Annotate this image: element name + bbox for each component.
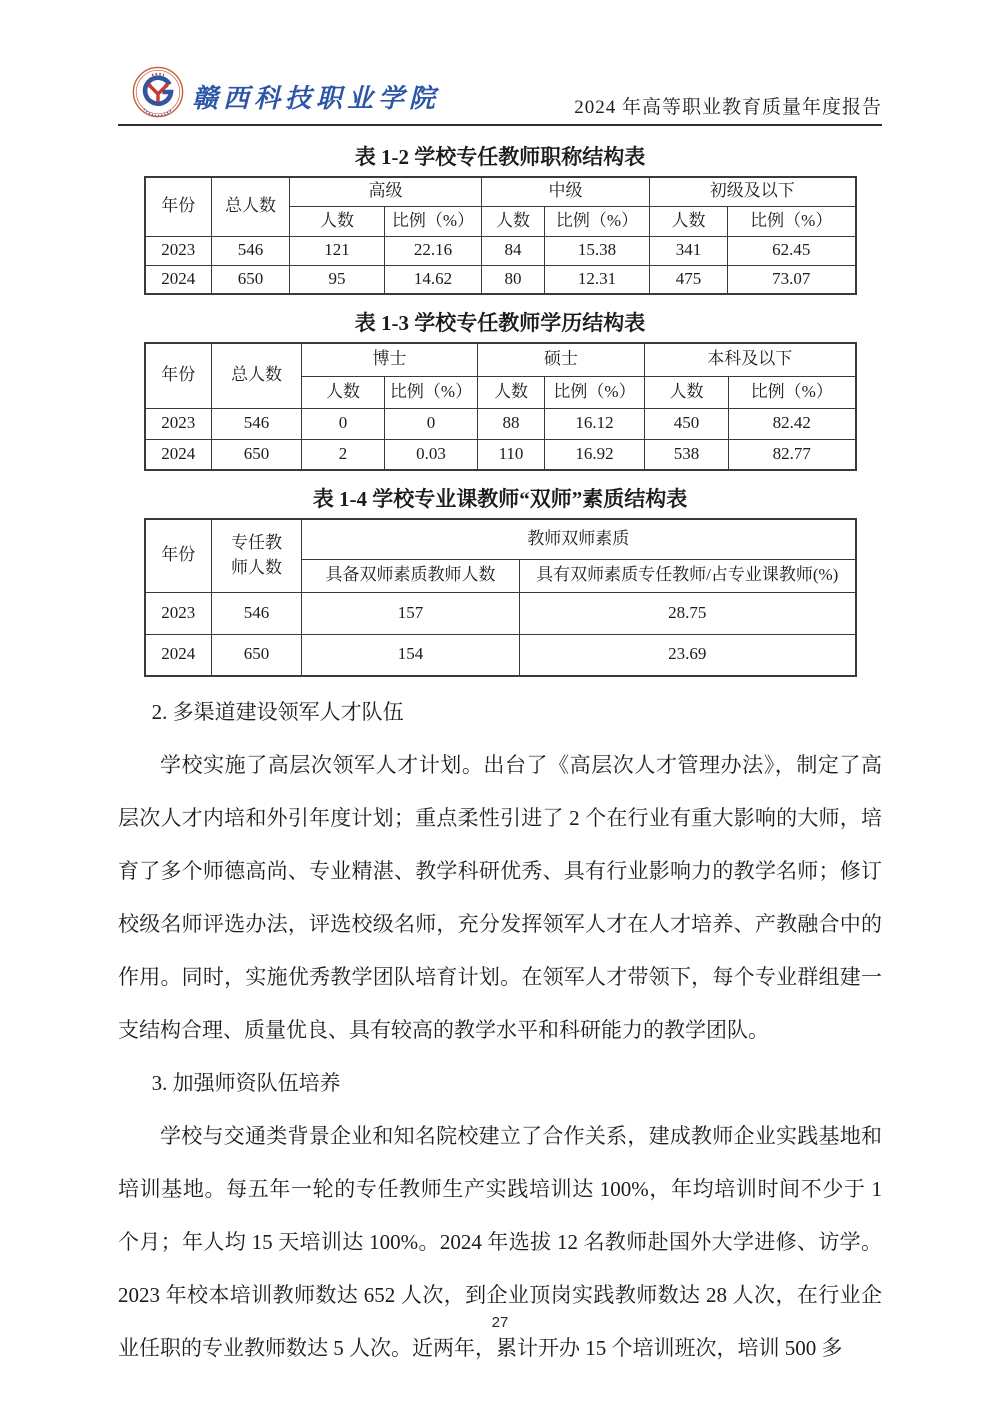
table-teacher-degree-structure xyxy=(144,342,857,471)
table-row xyxy=(145,519,856,559)
header-cell: 比例（%） xyxy=(545,206,650,236)
table-cell: 2023 xyxy=(145,236,212,265)
table12-title: 表 1-2 学校专任教师职称结构表 xyxy=(354,145,646,169)
table-row xyxy=(145,592,856,634)
table-cell: 2024 xyxy=(145,634,212,676)
table-cell: 650 xyxy=(212,265,290,294)
table-cell: 475 xyxy=(650,265,728,294)
table-cell: 15.38 xyxy=(545,236,650,265)
school-name: 赣西科技职业学院 xyxy=(192,84,441,113)
header-cell: 年份 xyxy=(145,519,212,592)
page-number: 27 xyxy=(491,1314,509,1331)
header-cell xyxy=(212,519,302,592)
header-cell: 人数 xyxy=(290,206,385,236)
header-cell: 年份 xyxy=(145,177,212,236)
table-cell: 80 xyxy=(482,265,545,294)
table-cell: 2023 xyxy=(145,592,212,634)
table-cell: 23.69 xyxy=(520,634,856,676)
header-cell: 比例（%） xyxy=(385,206,482,236)
header-cell: 人数 xyxy=(302,376,385,408)
table14-title: 表 1-4 学校专业课教师“双师”素质结构表 xyxy=(312,487,688,511)
header-cell: 博士 xyxy=(302,343,478,376)
table-cell: 546 xyxy=(212,592,302,634)
paragraph-3: 学校与交通类背景企业和知名院校建立了合作关系，建成教师企业实践基地和培训基地。每五年一轮的专任教师生产实践培训达 100%，年均培训时间不少于 1 个月；年人均 15 天培训达 100%。2024 年选拔 12 名教师赴国外大学进修、访学。2023 年校本培训教师数达 652 人次，到企业顶岗实践教师数达 28 人次，在行业企业任职的专业教师数达 5 人次。近两年，累计开办 15 个培训班次，培训 500 多 xyxy=(118,1124,882,1360)
header-cell-line: 专任教 xyxy=(231,533,282,553)
table-row xyxy=(145,177,856,206)
header-cell: 人数 xyxy=(645,376,729,408)
report-title: 2024 年高等职业教育质量年度报告 xyxy=(574,97,882,118)
table-cell: 341 xyxy=(650,236,728,265)
header-cell-line: 师人数 xyxy=(231,557,282,577)
table-cell: 546 xyxy=(212,408,302,439)
table-cell: 154 xyxy=(302,634,520,676)
page-header xyxy=(118,0,882,126)
table-cell: 2024 xyxy=(145,265,212,294)
table-cell: 650 xyxy=(212,439,302,470)
table-cell: 22.16 xyxy=(385,236,482,265)
table-cell: 82.42 xyxy=(729,408,856,439)
table-cell: 16.12 xyxy=(545,408,645,439)
table-cell: 650 xyxy=(212,634,302,676)
table-cell: 2024 xyxy=(145,439,212,470)
table-row xyxy=(145,236,856,265)
header-cell: 本科及以下 xyxy=(645,343,856,376)
header-cell: 总人数 xyxy=(212,177,290,236)
table-cell: 82.77 xyxy=(729,439,856,470)
header-cell: 中级 xyxy=(482,177,650,206)
table-cell: 73.07 xyxy=(728,265,856,294)
table-cell: 546 xyxy=(212,236,290,265)
header-cell: 比例（%） xyxy=(545,376,645,408)
table-row xyxy=(145,343,856,376)
header-cell: 年份 xyxy=(145,343,212,408)
table-row xyxy=(145,408,856,439)
table-cell: 110 xyxy=(478,439,545,470)
header-cell: 比例（%） xyxy=(728,206,856,236)
table-row xyxy=(145,439,856,470)
table-cell: 157 xyxy=(302,592,520,634)
section-heading-2: 2. 多渠道建设领军人才队伍 xyxy=(151,700,404,724)
table-cell: 2 xyxy=(302,439,385,470)
header-cell: 人数 xyxy=(650,206,728,236)
header-cell: 人数 xyxy=(482,206,545,236)
header-cell: 具有双师素质专任教师/占专业课教师(%) xyxy=(520,559,856,592)
table-cell: 28.75 xyxy=(520,592,856,634)
table-cell: 14.62 xyxy=(385,265,482,294)
table-cell: 450 xyxy=(645,408,729,439)
header-cell: 具备双师素质教师人数 xyxy=(302,559,520,592)
header-cell: 人数 xyxy=(478,376,545,408)
table-cell: 95 xyxy=(290,265,385,294)
header-cell: 硕士 xyxy=(478,343,645,376)
header-cell: 总人数 xyxy=(212,343,302,408)
table-cell: 12.31 xyxy=(545,265,650,294)
header-cell: 比例（%） xyxy=(385,376,478,408)
header-cell: 教师双师素质 xyxy=(302,519,856,559)
table-cell: 2023 xyxy=(145,408,212,439)
body-text xyxy=(118,686,882,1375)
table-cell: 84 xyxy=(482,236,545,265)
table-cell: 0.03 xyxy=(385,439,478,470)
table-cell: 16.92 xyxy=(545,439,645,470)
table-cell: 62.45 xyxy=(728,236,856,265)
paragraph-2: 学校实施了高层次领军人才计划。出台了《高层次人才管理办法》，制定了高层次人才内培和外引年度计划；重点柔性引进了 2 个在行业有重大影响的大师，培育了多个师德高尚、专业精湛、教学科研优秀、具有行业影响力的教学名师；修订校级名师评选办法，评选校级名师，充分发挥领军人才在人才培养、产教融合中的作用。同时，实施优秀教学团队培育计划。在领军人才带领下，每个专业群组建一支结构合理、质量优良、具有较高的教学水平和科研能力的教学团队。 xyxy=(118,753,882,1042)
table-dual-qualified-teachers xyxy=(144,518,857,677)
table-teacher-title-structure xyxy=(144,176,857,295)
school-emblem-icon xyxy=(132,66,184,118)
table-cell: 121 xyxy=(290,236,385,265)
table13-title: 表 1-3 学校专任教师学历结构表 xyxy=(354,311,646,335)
header-cell: 比例（%） xyxy=(729,376,856,408)
table-row xyxy=(145,634,856,676)
table-row xyxy=(145,265,856,294)
table-cell: 538 xyxy=(645,439,729,470)
section-heading-3: 3. 加强师资队伍培养 xyxy=(151,1071,341,1095)
table-cell: 88 xyxy=(478,408,545,439)
header-cell: 高级 xyxy=(290,177,482,206)
table-cell: 0 xyxy=(302,408,385,439)
table-cell: 0 xyxy=(385,408,478,439)
header-cell: 初级及以下 xyxy=(650,177,856,206)
